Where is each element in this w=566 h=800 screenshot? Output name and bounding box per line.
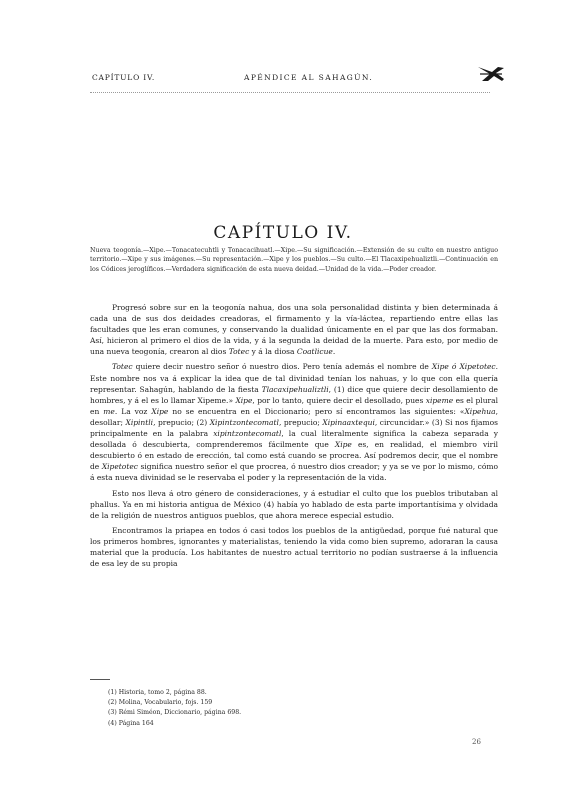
italic-term: Xipe	[334, 440, 352, 450]
italic-term: Xipe	[151, 406, 169, 416]
running-head	[92, 71, 512, 85]
text-run: , prepucio; (2)	[153, 417, 210, 427]
italic-term: xipintzontecomatl	[213, 429, 282, 439]
text-run: y á la diosa	[249, 347, 297, 357]
italic-term: Xipintzontecomatl	[209, 417, 279, 427]
footnotes	[108, 688, 408, 729]
running-head-left: CAPÍTULO IV.	[92, 73, 156, 82]
italic-term: Tlacaxipehualiztli	[261, 384, 329, 394]
footnote: (2) Molina, Vocabulario, fojs. 159	[108, 699, 213, 707]
text-run: , la cual literalmente significa la cabeza separada y desollada ó descubierta, comprenderemos fácilmente que	[90, 429, 498, 450]
footnote: (1) Historia, tomo 2, página 88.	[108, 689, 207, 696]
text-run: . Este nombre nos va á explicar la idea que de tal divinidad tenían los nahuas, y lo que con ella quería representar. Sahagún, hablando de la fiesta	[90, 362, 498, 394]
italic-term: Coatlicue	[296, 347, 333, 357]
footnote: (4) Página 164	[108, 719, 154, 727]
text-run: , circuncidar.» (3) Si nos fijamos principalmente en la palabra	[90, 417, 499, 439]
body-paragraph	[90, 361, 498, 483]
body-text	[90, 302, 498, 573]
header-rule	[90, 92, 490, 93]
text-run: , por lo tanto, quiere decir el desollado, pues	[252, 395, 426, 405]
body-paragraph	[90, 302, 498, 357]
running-head-center: APÉNDICE AL SAHAGÚN.	[244, 73, 374, 82]
text-run: .	[332, 347, 336, 357]
text-run: quiere decir nuestro señor ó nuestro dios. Pero tenía además el nombre de	[132, 362, 432, 372]
body-paragraph	[90, 525, 498, 569]
italic-term: me	[103, 406, 115, 416]
text-run: no se encuentra en el Diccionario; pero sí encontramos las siguientes: «	[168, 406, 465, 416]
italic-term: Totec	[228, 347, 250, 357]
text-run: Progresó sobre sur en la teogonía nahua, dos una sola personalidad distinta y bien determinada á cada una de sus dos deidades creadoras, el firmamento y la vía-láctea, repartiendo entre ellas las facultades que les eran comunes, y conservando la dualidad únicamente en el par que las dos formaban. Así, hicieron al primero el dios de la vida, y á la segunda la deidad de la muerte. Para esto, por medio de una nueva teogonía, crearon al dios	[90, 303, 498, 357]
italic-term: Totec	[112, 362, 133, 372]
text-run: . La voz	[114, 406, 152, 416]
text-run: significa nuestro señor el que procrea, ó nuestro dios creador; y ya se ve por lo mismo, cómo á esta nueva divinidad se le reservaba el poder y la representación de la vida.	[90, 462, 498, 483]
italic-term: Xipinaaxtequi	[322, 417, 375, 427]
text-run: es el plural en	[90, 395, 498, 416]
text-run: es, en realidad, el miembro viril descubierto ó en estado de erección, tal como está cuando se procrea. Así podremos decir, que el nombre de	[90, 440, 498, 472]
italic-term: Xipe ó Xipetotec	[431, 362, 496, 372]
text-run: , (1) dice que quiere decir desollamiento de hombres, y á el es lo llamar Xipeme.»	[90, 384, 498, 405]
text-run: , desollar;	[90, 406, 498, 427]
text-run: Encontramos la priapea en todos ó casi todos los pueblos de la antigüedad, porque fué natural que los primeros hombres, ignorantes y materialistas, teniendo la vida como bien supremo, adoraran la causa material que la producía. Los habitantes de nuestro actual territorio no podían sustraerse á la influencia de esa ley de su propia	[90, 525, 498, 569]
footnote: (3) Rémi Siméon, Diccionario, página 698.	[108, 709, 242, 717]
text-run: , prepucio;	[278, 417, 323, 427]
text-run: Esto nos lleva á otro género de consideraciones, y á estudiar el culto que los pueblos tributaban al phallus. Ya en mi historia antigua de México (4) había yo hablado de esta parte importantísima y olvidada de la religión de nuestros antiguos pueblos, que ahora merece especial estudio.	[90, 488, 498, 520]
italic-term: Xipintli	[125, 417, 154, 427]
page-number: 26	[472, 738, 481, 746]
chapter-summary: Nueva teogonía.—Xipe.—Tonacatecuhtli y Tonacacihuatl.—Xipe.—Su significación.—Extensión de su culto en nuestro antiguo territorio.—Xipe y sus imágenes.—Su representación.—Xipe y los pueblos.—Su culto.—El Tlacaxipehualiztli.—Continuación en los Códices jeroglíficos.—Verdadera significación de esta nueva deidad.—Unidad de la vida.—Poder creador.	[90, 247, 498, 273]
body-paragraph	[90, 488, 498, 521]
ornament-icon	[476, 65, 506, 83]
footnote-rule	[90, 679, 110, 680]
italic-term: Xipe	[235, 395, 253, 405]
italic-term: xipeme	[425, 395, 454, 405]
italic-term: Xipetotec	[101, 462, 138, 472]
chapter-title: CAPÍTULO IV.	[213, 223, 353, 244]
italic-term: Xipehua	[464, 406, 496, 416]
